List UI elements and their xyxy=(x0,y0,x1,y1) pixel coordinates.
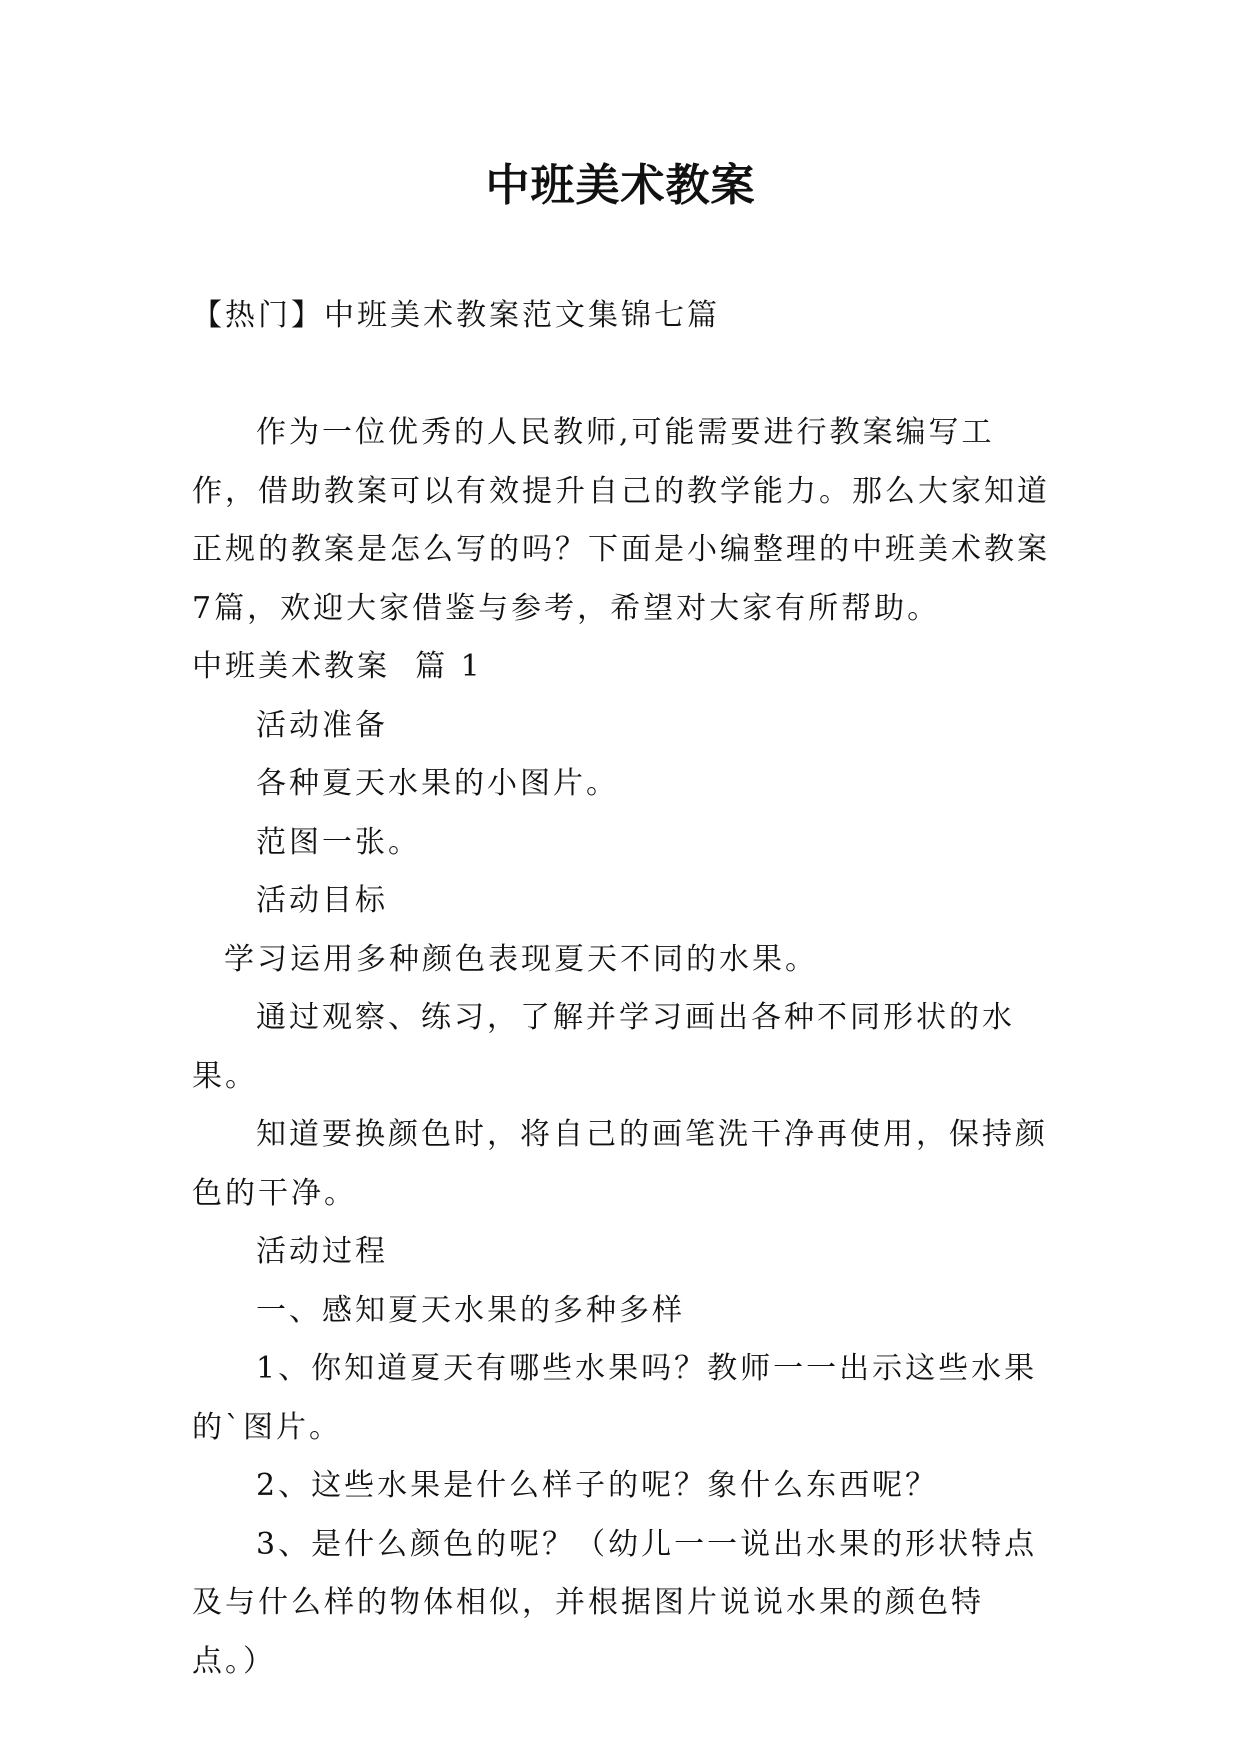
document-subtitle: 【热门】中班美术教案范文集锦七篇 xyxy=(192,298,720,333)
paragraph-materials-pictures: 各种夏天水果的小图片。 xyxy=(256,766,619,801)
paragraph-activity-process: 活动过程 xyxy=(256,1234,388,1269)
paragraph-materials-sample: 范图一张。 xyxy=(256,824,421,860)
document-title: 中班美术教案 xyxy=(485,160,756,211)
paragraph-step-2: 2、这些水果是什么样子的呢？象什么东西呢？ xyxy=(256,1468,939,1503)
paragraph-activity-goals: 活动目标 xyxy=(256,883,388,918)
paragraph-step-heading: 一、感知夏天水果的多种多样 xyxy=(256,1292,685,1328)
intro-paragraph: 作为一位优秀的人民教师,可能需要进行教案编写工作，借助教案可以有效提升自己的教学能力。那么大家知道正规的教案是怎么写的吗？下面是小编整理的中班美术教案7篇，欢迎大家借鉴与参考，希望对大家有所帮助。 xyxy=(192,415,1050,626)
paragraph-step-1: 1、你知道夏天有哪些水果吗？教师一一出示这些水果的`图片。 xyxy=(192,1351,1038,1445)
paragraph-goal-1: 学习运用多种颜色表现夏天不同的水果。 xyxy=(224,941,818,977)
paragraph-activity-prep: 活动准备 xyxy=(256,707,388,743)
paragraph-goal-3: 知道要换颜色时，将自己的画笔洗干净再使用，保持颜色的干净。 xyxy=(192,1117,1048,1211)
paragraph-step-3: 3、是什么颜色的呢？（幼儿一一说出水果的形状特点及与什么样的物体相似，并根据图片说说水果的颜色特点。） xyxy=(192,1526,1038,1679)
paragraph-goal-2: 通过观察、练习，了解并学习画出各种不同形状的水果。 xyxy=(192,1000,1015,1094)
section-heading: 中班美术教案 篇 1 xyxy=(192,649,483,684)
document-body xyxy=(192,404,1052,1691)
